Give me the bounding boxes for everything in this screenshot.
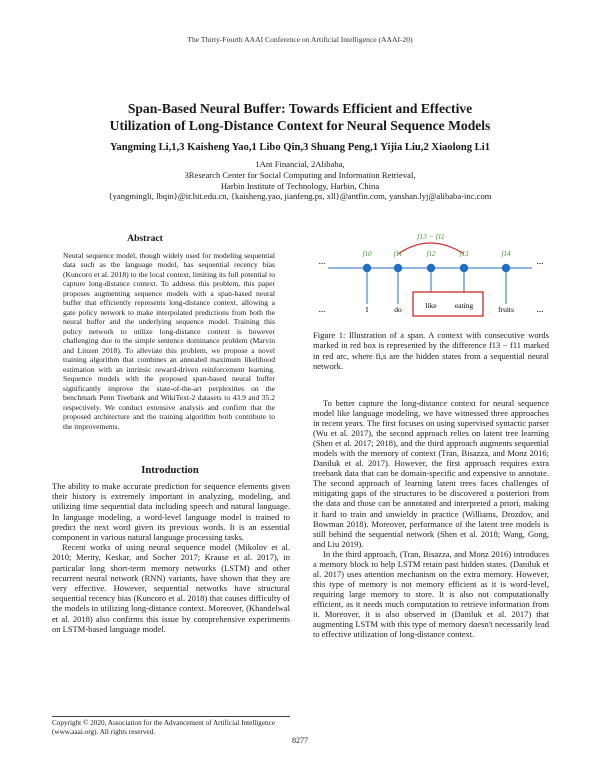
title-line-2: Utilization of Long-Distance Context for Neural Sequence Models [109,118,491,133]
hidden-node-4 [460,264,468,272]
right-column-body [313,398,549,639]
affiliations [40,159,560,202]
hidden-label-f14: f14 [501,250,511,258]
word-fruits: fruits [498,305,514,314]
word-i: I [365,305,369,314]
affiliation-line-2: 3Research Center for Social Computing and Information Retrieval, [184,169,416,180]
hidden-label-f13: f13 [459,250,469,258]
introduction-body [52,481,290,634]
copyright-notice: Copyright © 2020, Association for the Advancement of Artificial Intelligence (www.aaai.org). All rights reserved. [52,716,290,737]
intro-paragraph-2: Recent works of using neural sequence model (Mikolov et al. 2010; Merity, Keskar, and Socher 2017; Krause et al. 2017), in particular long short-term memory networks (LSTM) and other recurrent neural network (RNN) variants, have shown that they are very effective. However, sequential networks have structural sequential recency bias (Kuncoro et al. 2018) that causes difficulty of the models in utilizing long-distance context. Moreover, (Khandelwal et al. 2018) also confirms this issue by comprehensive experiments on LSTM-based language model. [52,542,290,634]
word-do: do [394,305,402,314]
abstract-heading: Abstract [127,233,163,244]
ellipsis-left: ... [318,256,326,266]
hidden-node-3 [427,264,435,272]
right-paragraph-1: To better capture the long-distance context for neural sequence model like language modeling, we have witnessed three approaches in recent years. The first focuses on using supervised syntactic parser (Wu et al. 2017), the second approach relies on latent tree learning (Shen et al. 2017; 2018), and the third approach augments sequential models with the memory of context (Tran, Bisazza, and Monz 2016; Daniluk et al. 2017). However, the first approach requires extra treebank data that can be domain-specific and expensive to annotate. The second approach of learning latent trees faces challenges of mitigating gaps of the structures to be discovered a posteriori from the data and those can be annotated and interpreted a priori, making it hard to train and unwieldy in practice (Williams, Drozdov, and Bowman 2018). Moreover, performance of the latent tree models is still behind the sequential network (Shen et al. 2018; Wang, Gong, and Liu 2019). [313,398,549,549]
hidden-node-1 [363,264,371,272]
figure-caption: Figure 1: Illustration of a span. A context with consecutive words marked in red box is represented by the difference f13 − f11 marked in red arc, where fi,s are the hidden states from a sequential neural network. [313,330,549,372]
ellipsis-words-left: ... [318,304,326,314]
hidden-node-2 [394,264,402,272]
affiliation-line-1: 1Ant Financial, 2Alibaba, [255,159,345,169]
hidden-node-5 [502,264,510,272]
author-list: Yangming Li,1,3 Kaisheng Yao,1 Libo Qin,3 Shuang Peng,1 Yijia Liu,2 Xiaolong Li1 [110,142,490,153]
ellipsis-right: ... [536,256,544,266]
span-arc-label: f13 − f11 [417,232,445,241]
introduction-heading: Introduction [141,465,199,476]
affiliation-line-3: Harbin Institute of Technology, Harbin, China [220,180,380,191]
page-number: 8277 [292,736,308,745]
word-like: like [425,301,437,310]
abstract-text: Neural sequence model, though widely used for modeling sequential data such as the language model, has sequential recency bias (Kuncoro et al. 2018) to the local context, limiting its full potential to capture long-distance context. To address this problem, this paper proposes augmenting sequence models with a span-based neural buffer that efficiently represents long-distance context, allowing a gate policy network to make interpolated predictions from both the neural buffer and the underlying sequence model. Training this policy network to utilize long-distance context is however challenging due to the simple sentence dominance problem (Marvin and Linzen 2018). To alleviate this problem, we propose a novel training algorithm that combines an annealed maximum likelihood estimation with an intrinsic reward-driven reinforcement learning. Sequence models with the proposed span-based neural buffer significantly improve the state-of-the-art perplexities on the benchmark Penn Treebank and WikiText-2 datasets to 43.9 and 35.2 respectively. We conduct extensive analysis and confirm that the proposed architecture and the training algorithm both contribute to the improvements. [63,251,275,431]
author-emails: {yangmingli, lbqin}@ir.hit.edu.cn, {kaisheng.yao, jianfeng.ps, xll}@antfin.com, yanshan.lyj@alibaba-inc.com [108,191,492,202]
ellipsis-words-right: ... [536,304,544,314]
hidden-label-f11: f11 [393,250,403,258]
title-line-1: Span-Based Neural Buffer: Towards Efficient and Effective [127,101,473,116]
span-illustration-figure [310,228,550,324]
hidden-label-f10: f10 [362,250,372,258]
right-paragraph-2: In the third approach, (Tran, Bisazza, and Monz 2016) introduces a memory block to help LSTM retain past hidden states. (Daniluk et al. 2017) uses attention mechanism on the extra memory. However, this type of memory is not memory efficient as it is word-level, requiring large memory to store. It is also not computationally efficient, as it needs much computation to retrieve information from it. Moreover, it is also observed in (Daniluk et al. 2017) that augmenting LSTM with this type of memory doesn't necessarily lead to effective utilization of long-distance context. [313,548,549,640]
paper-title [40,100,560,134]
conference-header: The Thirty-Fourth AAAI Conference on Artificial Intelligence (AAAI-20) [187,35,413,44]
word-eating: eating [454,301,474,310]
intro-paragraph-1: The ability to make accurate prediction for sequence elements given their history is extremely important in analyzing, modeling, and utilizing time sequential data including speech and natural language. In language modeling, a word-level language model is trained to predict the next word given its previous words. It is an essential component in various natural language processing tasks. [52,481,290,543]
hidden-label-f12: f12 [426,250,436,258]
